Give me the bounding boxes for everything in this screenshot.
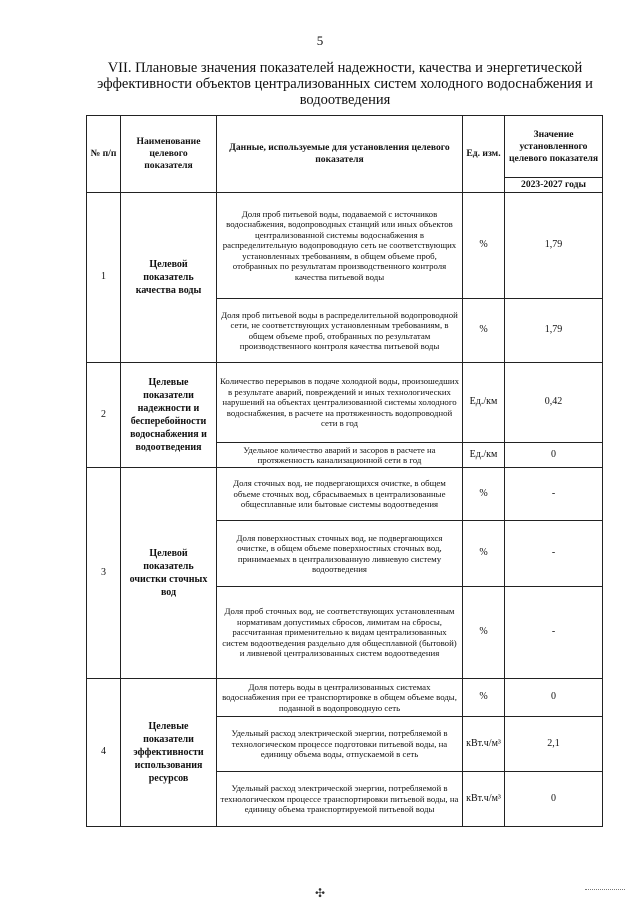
indicator-desc: Доля проб питьевой воды в распределительной водопроводной сети, не соответствующих установленным требованиям, в общем объеме проб, отобранных по результатам производственного контроля качества питьевой воды	[217, 299, 463, 363]
indicator-desc: Удельное количество аварий и засоров в расчете на протяженность канализационной сети в год	[217, 443, 463, 468]
table-header-row	[87, 116, 603, 178]
header-value: Значение установленного целевого показателя	[505, 116, 603, 178]
header-unit: Ед. изм.	[463, 116, 505, 193]
indicator-value: 0	[505, 443, 603, 468]
indicator-unit: кВт.ч/м³	[463, 717, 505, 772]
indicator-value: -	[505, 587, 603, 679]
indicator-value: 1,79	[505, 299, 603, 363]
table-row	[87, 193, 603, 299]
indicator-name: Целевые показатели эффективности использования ресурсов	[121, 679, 217, 827]
indicator-unit: Ед./км	[463, 363, 505, 443]
scan-mark: ✣	[314, 886, 326, 900]
indicator-desc: Количество перерывов в подаче холодной воды, произошедших в результате аварий, повреждений и иных технологических нарушений на объектах централизованной системы холодного водоснабжения, в расчете на протяженность водопроводной сети в год	[217, 363, 463, 443]
indicators-table	[86, 115, 603, 827]
indicator-unit: %	[463, 468, 505, 521]
indicator-value: -	[505, 521, 603, 587]
indicator-unit: %	[463, 521, 505, 587]
indicator-desc: Доля проб сточных вод, не соответствующих установленным нормативам допустимых сбросов, лимитам на сбросы, рассчитанная применительно к видам централизованных систем водоотведения раздельно для общесплавной (бытовой) и ливневой централизованных систем водоотведения	[217, 587, 463, 679]
row-num: 3	[87, 468, 121, 679]
indicator-desc: Удельный расход электрической энергии, потребляемой в технологическом процессе подготовки питьевой воды, на единицу объема воды, отпускаемой в сеть	[217, 717, 463, 772]
indicator-value: 0	[505, 772, 603, 827]
indicator-value: 0	[505, 679, 603, 717]
indicator-name: Целевой показатель очистки сточных вод	[121, 468, 217, 679]
table-row	[87, 468, 603, 521]
indicator-desc: Доля поверхностных сточных вод, не подвергающихся очистке, в общем объеме поверхностных сточных вод, принимаемых в централизованную ливневую систему водоотведения	[217, 521, 463, 587]
scan-corner-mark	[585, 889, 625, 892]
indicator-unit: Ед./км	[463, 443, 505, 468]
table-row	[87, 363, 603, 443]
indicator-desc: Удельный расход электрической энергии, потребляемой в технологическом процессе транспортировки питьевой воды, на единицу объема транспортируемой питьевой воды	[217, 772, 463, 827]
table-row	[87, 679, 603, 717]
section-heading: VII. Плановые значения показателей надежности, качества и энергетической эффективности объектов централизованных систем холодного водоснабжения и водоотведения	[97, 60, 593, 108]
indicator-unit: %	[463, 679, 505, 717]
indicator-unit: %	[463, 587, 505, 679]
indicator-desc: Доля потерь воды в централизованных системах водоснабжения при ее транспортировке в общем объеме воды, поданной в водопроводную сеть	[217, 679, 463, 717]
header-name: Наименование целевого показателя	[121, 116, 217, 193]
indicator-unit: кВт.ч/м³	[463, 772, 505, 827]
indicator-value: 1,79	[505, 193, 603, 299]
row-num: 1	[87, 193, 121, 363]
row-num: 2	[87, 363, 121, 468]
indicator-name: Целевые показатели надежности и бесперебойности водоснабжения и водоотведения	[121, 363, 217, 468]
indicator-unit: %	[463, 299, 505, 363]
indicator-value: 0,42	[505, 363, 603, 443]
row-num: 4	[87, 679, 121, 827]
indicator-value: 2,1	[505, 717, 603, 772]
header-desc: Данные, используемые для установления целевого показателя	[217, 116, 463, 193]
page-number: 5	[316, 33, 324, 48]
indicator-unit: %	[463, 193, 505, 299]
indicator-desc: Доля сточных вод, не подвергающихся очистке, в общем объеме сточных вод, сбрасываемых в централизованные общесплавные или бытовые системы водоотведения	[217, 468, 463, 521]
indicator-name: Целевой показатель качества воды	[121, 193, 217, 363]
header-period: 2023-2027 годы	[505, 178, 603, 193]
indicator-value: -	[505, 468, 603, 521]
header-num: № п/п	[87, 116, 121, 193]
indicator-desc: Доля проб питьевой воды, подаваемой с источников водоснабжения, водопроводных станций или иных объектов централизованной системы водоснабжения в распределительную водопроводную сеть не соответствующих установленных требованиям, в общем объеме проб, отобранных по результатам производственного контроля качества питьевой воды	[217, 193, 463, 299]
